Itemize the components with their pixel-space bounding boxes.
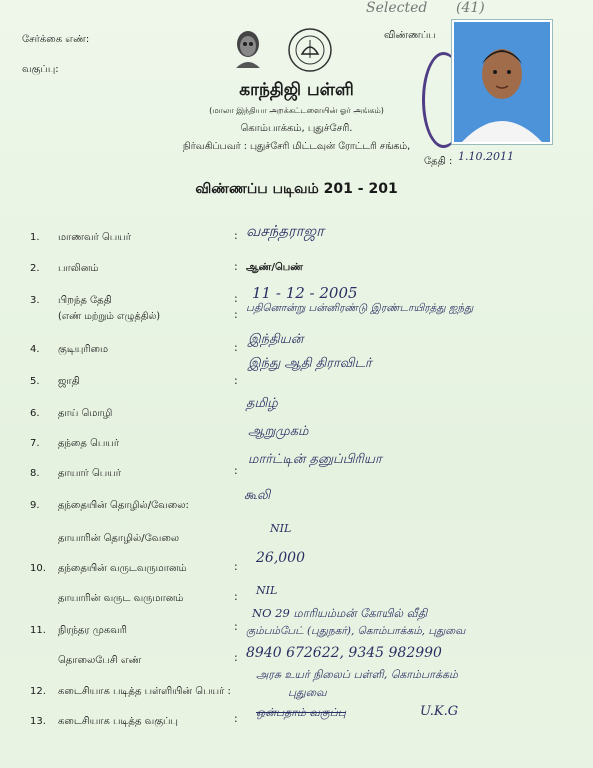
student-photo [452,20,552,144]
father-occupation-value: கூலி [244,488,271,503]
student-name-label: மாணவர் பெயர் [58,232,131,243]
field-number: 11. [30,625,46,636]
mother-occupation-label: தாயாரின் தொழில்/வேலை [58,533,180,544]
field-number: 7. [30,438,40,449]
field-number: 10. [30,563,46,574]
phone-label: தொலைபேசி எண் [58,655,142,666]
student-photo-image [454,22,550,142]
caste-label: ஜாதி [58,376,80,387]
admission-no-label: சேர்க்கை எண்: [22,34,90,45]
colon: : [234,651,238,664]
colon: : [234,260,238,273]
field-number: 12. [30,686,46,697]
field-number: 1. [30,232,40,243]
gender-label: பாலினம் [58,263,99,274]
gandhi-portrait-icon [230,28,266,70]
phone-value: 8940 672622, 9345 982990 [246,645,442,661]
field-number: 2. [30,263,40,274]
gender-value: ஆண்/பெண் [246,262,303,273]
managed-by: நிர்வகிப்பவர் : புதுச்சேரி மிட்டவுன் ரோட்டரி சங்கம், [182,141,411,152]
field-number: 9. [30,500,40,511]
previous-school-value: அரசு உயர் நிலைப் பள்ளி, கொம்பாக்கம் [256,668,458,681]
colon: : [234,620,238,633]
father-income-label: தந்தையின் வருடவருமானம் [58,563,187,574]
class-label: வகுப்பு: [22,64,59,75]
school-name: காந்திஜி பள்ளி [239,80,354,100]
nationality-value: இந்தியன் [248,332,304,347]
address-value-line1: NO 29 மாரியம்மன் கோயில் வீதி [252,606,428,620]
colon: : [234,464,238,477]
colon: : [234,341,238,354]
address-label: நிரந்தர முகவரி [58,625,127,636]
previous-class-label: கடைசியாக படித்த வகுப்பு [58,716,178,727]
school-subtitle: (மாலா இந்தியா அறக்கட்டளையின் ஓர் அங்கம்) [209,106,384,115]
mother-name-label: தாயார் பெயர் [58,468,121,479]
mother-income-label: தாயாரின் வருட வருமானம் [58,593,184,604]
mother-name-value: மார்ட்டின் தனுப்பிரியா [248,452,382,467]
father-income-value: 26,000 [256,550,305,566]
field-number: 13. [30,716,46,727]
previous-school-label: கடைசியாக படித்த பள்ளியின் பெயர் : [58,686,231,697]
father-name-label: தந்தை பெயர் [58,438,120,449]
selected-number: (41) [456,0,485,16]
previous-class-struck-value: ஒன்பதாம் வகுப்பு [256,706,346,719]
colon: : [234,712,238,725]
colon: : [234,292,238,305]
student-name-value: வசந்தராஜா [246,222,324,240]
colon: : [234,374,238,387]
dob-words-value: பதினொன்று பன்னிரண்டு இரண்டாயிரத்து ஐந்து [246,302,474,314]
caste-value: இந்து ஆதி திராவிடர் [248,356,372,371]
previous-class-value: U.K.G [420,704,459,719]
dob-label: பிறந்த தேதி [58,295,112,306]
father-name-value: ஆறுமுகம் [248,424,309,439]
date-label: தேதி : [424,156,453,167]
mother-income-value: NIL [256,584,278,597]
field-number: 6. [30,408,40,419]
mother-occupation-value: NIL [270,522,292,535]
father-occupation-label: தந்தையின் தொழில்/வேலை: [58,500,189,511]
dob-sublabel: (எண் மற்றும் எழுத்தில்) [58,311,161,322]
school-address: கொம்பாக்கம், புதுச்சேரி. [240,123,353,134]
colon: : [234,308,238,321]
date-value: 1.10.2011 [458,150,514,163]
previous-school-value-line2: புதுவை [288,686,327,699]
dob-value: 11 - 12 - 2005 [252,284,358,302]
application-label: விண்ணப்ப [384,30,436,41]
colon: : [234,560,238,573]
colon: : [234,590,238,603]
mother-tongue-value: தமிழ் [246,396,278,411]
address-value-line2: கும்பம்பேட் (புதுநகர்), கொம்பாக்கம், புதுவை [246,625,466,637]
field-number: 8. [30,468,40,479]
selected-note: Selected [366,0,428,16]
form-title: விண்ணப்ப படிவம் 201 - 201 [195,181,398,197]
colon: : [234,229,238,242]
field-number: 4. [30,344,40,355]
mother-tongue-label: தாய் மொழி [58,408,113,419]
nationality-label: குடியுரிமை [58,344,109,355]
school-emblem-icon [280,26,340,74]
field-number: 3. [30,295,40,306]
field-number: 5. [30,376,40,387]
